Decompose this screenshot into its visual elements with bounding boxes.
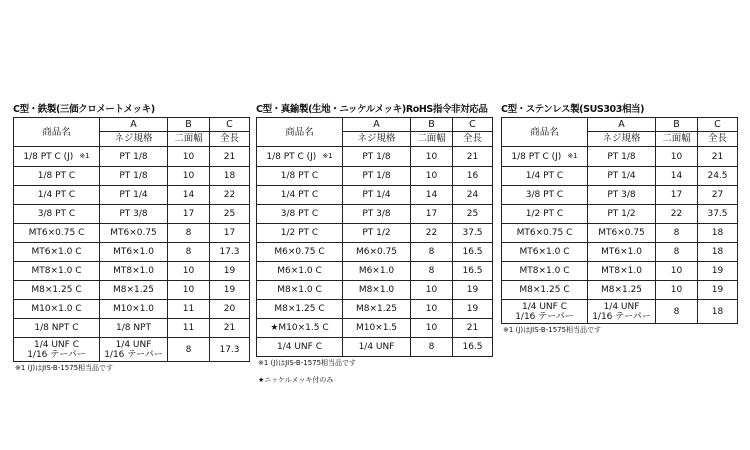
cell-a: MT6×1.0 xyxy=(100,243,168,262)
footnote-mark: ※1 xyxy=(79,152,90,160)
header-c-sub: 全長 xyxy=(453,132,493,147)
header-b-sub: 二面幅 xyxy=(168,132,210,147)
table1-body xyxy=(14,147,250,338)
cell-name xyxy=(502,281,588,300)
cell-a: M10×1.5 xyxy=(343,319,411,338)
cell-c: 21 xyxy=(453,147,493,167)
cell-c: 17.3 xyxy=(210,243,250,262)
cell-b: 8 xyxy=(656,224,698,243)
table-row xyxy=(502,224,738,243)
cell-a: 1/4 UNF xyxy=(343,338,411,357)
header-a-sub: ネジ規格 xyxy=(588,132,656,147)
cell-name xyxy=(14,186,100,205)
header-c: C xyxy=(210,118,250,132)
cell-a: MT6×0.75 xyxy=(588,224,656,243)
product-name: M8×1.25 C xyxy=(519,285,570,295)
cell-a: PT 1/8 xyxy=(343,167,411,186)
cell-a: PT 1/8 xyxy=(343,147,411,167)
cell-c: 19 xyxy=(210,262,250,281)
cell-a: PT 3/8 xyxy=(343,205,411,224)
table1-title: C型・鉄製(三価クロメートメッキ) xyxy=(13,104,155,115)
cell-a: PT 1/2 xyxy=(343,224,411,243)
table-row xyxy=(257,147,493,167)
cell-c: 18 xyxy=(210,167,250,186)
cell-a: PT 1/2 xyxy=(588,205,656,224)
table-row xyxy=(502,262,738,281)
table-row xyxy=(257,338,493,357)
table-row xyxy=(257,262,493,281)
product-name: 1/8 PT C xyxy=(37,171,76,181)
table-row xyxy=(14,186,250,205)
table-row xyxy=(14,319,250,338)
cell-name xyxy=(14,262,100,281)
table3-title: C型・ステンレス製(SUS303相当) xyxy=(501,104,645,115)
cell-a: MT8×1.0 xyxy=(588,262,656,281)
table1-last xyxy=(14,338,250,362)
table2-title: C型・真鍮製(生地・ニッケルメッキ)RoHS指令非対応品 xyxy=(256,104,488,115)
table2-footnote2: ★ニッケルメッキ付のみ xyxy=(258,376,334,384)
header-name: 商品名 xyxy=(257,118,343,147)
header-a-sub: ネジ規格 xyxy=(100,132,168,147)
cell-b: 8 xyxy=(411,262,453,281)
header-b-sub: 二面幅 xyxy=(656,132,698,147)
product-name: M8×1.25 C xyxy=(274,304,325,314)
cell-name xyxy=(257,224,343,243)
cell-name xyxy=(257,147,343,167)
cell-a: M8×1.0 xyxy=(343,281,411,300)
product-name: 1/8 NPT C xyxy=(34,323,79,333)
cell-c: 21 xyxy=(210,147,250,167)
cell-a: M8×1.25 xyxy=(100,281,168,300)
cell-b: 8 xyxy=(168,224,210,243)
table1-footnote: ※1 (J)はJIS-B-1575相当品です xyxy=(15,364,114,372)
cell-name xyxy=(502,167,588,186)
table-row xyxy=(14,147,250,167)
cell-b: 17 xyxy=(168,205,210,224)
product-name: MT6×1.0 C xyxy=(31,247,82,257)
cell-c: 16.5 xyxy=(453,262,493,281)
cell-name: 1/4 UNF C 1/16 テーパー xyxy=(502,300,588,324)
table-row xyxy=(257,167,493,186)
cell-b: 8 xyxy=(411,338,453,357)
cell-c: 24.5 xyxy=(698,167,738,186)
table-row xyxy=(257,281,493,300)
table-row xyxy=(14,262,250,281)
header-name: 商品名 xyxy=(14,118,100,147)
cell-name xyxy=(257,300,343,319)
cell-a: M8×1.25 xyxy=(343,300,411,319)
cell-a: M6×1.0 xyxy=(343,262,411,281)
cell-name xyxy=(257,262,343,281)
cell-b: 10 xyxy=(411,300,453,319)
cell-c: 22 xyxy=(210,186,250,205)
cell-name xyxy=(502,243,588,262)
table1-block xyxy=(13,102,250,375)
cell-name xyxy=(502,205,588,224)
cell-a: MT6×1.0 xyxy=(588,243,656,262)
cell-c: 19 xyxy=(698,262,738,281)
table-row xyxy=(14,167,250,186)
table3-last xyxy=(502,300,738,324)
table2 xyxy=(256,117,493,357)
cell-c: 17 xyxy=(210,224,250,243)
cell-b: 10 xyxy=(656,147,698,167)
cell-a: M8×1.25 xyxy=(588,281,656,300)
cell-name xyxy=(257,319,343,338)
product-name: 1/2 PT C xyxy=(280,228,319,238)
product-name: 3/8 PT C xyxy=(37,209,76,219)
table2-block xyxy=(256,102,493,387)
product-name: 1/8 PT C (J) xyxy=(23,152,74,162)
cell-name xyxy=(257,205,343,224)
cell-b: 10 xyxy=(411,147,453,167)
cell-b: 8 xyxy=(168,338,210,362)
cell-b: 10 xyxy=(168,167,210,186)
cell-name xyxy=(14,167,100,186)
cell-b: 10 xyxy=(411,319,453,338)
table3-block xyxy=(501,102,738,337)
header-c-sub: 全長 xyxy=(698,132,738,147)
product-name: 1/4 PT C xyxy=(280,190,319,200)
header-a: A xyxy=(588,118,656,132)
cell-name xyxy=(502,186,588,205)
table1 xyxy=(13,117,250,362)
header-a: A xyxy=(100,118,168,132)
cell-c: 27 xyxy=(698,186,738,205)
cell-b: 10 xyxy=(411,167,453,186)
table-header-row xyxy=(257,118,493,132)
cell-a: PT 3/8 xyxy=(588,186,656,205)
table2-footnote: ※1 (J)はJIS-B-1575相当品です xyxy=(258,359,357,367)
table-row xyxy=(14,281,250,300)
table-row xyxy=(257,205,493,224)
cell-a: MT8×1.0 xyxy=(100,262,168,281)
table-row xyxy=(14,205,250,224)
cell-c: 25 xyxy=(210,205,250,224)
cell-a: 1/4 UNF 1/16 テーパー xyxy=(588,300,656,324)
table-row xyxy=(502,205,738,224)
cell-a: MT6×0.75 xyxy=(100,224,168,243)
cell-b: 8 xyxy=(168,243,210,262)
cell-c: 21 xyxy=(698,147,738,167)
cell-c: 21 xyxy=(453,319,493,338)
cell-c: 16.5 xyxy=(453,243,493,262)
cell-b: 10 xyxy=(168,281,210,300)
cell-name xyxy=(257,243,343,262)
product-name: 1/8 PT C (J) xyxy=(266,152,317,162)
cell-c: 18 xyxy=(698,300,738,324)
table-row xyxy=(14,338,250,362)
table-row xyxy=(14,224,250,243)
cell-b: 17 xyxy=(411,205,453,224)
table3 xyxy=(501,117,738,324)
header-c: C xyxy=(453,118,493,132)
product-name: 3/8 PT C xyxy=(525,190,564,200)
cell-a: PT 1/8 xyxy=(100,147,168,167)
product-name: 1/4 PT C xyxy=(525,171,564,181)
header-a: A xyxy=(343,118,411,132)
header-c: C xyxy=(698,118,738,132)
header-b: B xyxy=(168,118,210,132)
cell-a: 1/4 UNF 1/16 テーパー xyxy=(100,338,168,362)
footnote-mark: ※1 xyxy=(567,152,578,160)
table3-body xyxy=(502,147,738,300)
cell-name xyxy=(14,281,100,300)
cell-c: 19 xyxy=(210,281,250,300)
header-a-sub: ネジ規格 xyxy=(343,132,411,147)
product-name: MT6×0.75 C xyxy=(516,228,573,238)
cell-a: PT 1/4 xyxy=(588,167,656,186)
header-name: 商品名 xyxy=(502,118,588,147)
table2-body xyxy=(257,147,493,357)
cell-name xyxy=(14,243,100,262)
cell-c: 16.5 xyxy=(453,338,493,357)
cell-name: 1/4 UNF C 1/16 テーパー xyxy=(14,338,100,362)
table-row xyxy=(502,186,738,205)
cell-a: M6×0.75 xyxy=(343,243,411,262)
table-row xyxy=(257,243,493,262)
cell-a: PT 1/8 xyxy=(588,147,656,167)
cell-b: 11 xyxy=(168,300,210,319)
header-b-sub: 二面幅 xyxy=(411,132,453,147)
cell-b: 22 xyxy=(656,205,698,224)
product-name: 3/8 PT C xyxy=(280,209,319,219)
cell-c: 19 xyxy=(453,300,493,319)
table-row xyxy=(14,300,250,319)
cell-b: 11 xyxy=(168,319,210,338)
cell-b: 8 xyxy=(656,243,698,262)
cell-name xyxy=(502,224,588,243)
product-name: M6×1.0 C xyxy=(277,266,322,276)
table-row xyxy=(502,281,738,300)
cell-b: 10 xyxy=(656,281,698,300)
product-name: MT6×0.75 C xyxy=(28,228,85,238)
cell-b: 14 xyxy=(656,167,698,186)
product-name: 1/4 PT C xyxy=(37,190,76,200)
cell-name xyxy=(14,224,100,243)
cell-a: PT 3/8 xyxy=(100,205,168,224)
table-row xyxy=(257,300,493,319)
cell-a: 1/8 NPT xyxy=(100,319,168,338)
cell-c: 37.5 xyxy=(453,224,493,243)
cell-a: PT 1/4 xyxy=(100,186,168,205)
cell-b: 10 xyxy=(168,262,210,281)
cell-b: 10 xyxy=(656,262,698,281)
cell-name xyxy=(502,147,588,167)
cell-name xyxy=(257,167,343,186)
product-name: MT8×1.0 C xyxy=(31,266,82,276)
cell-c: 25 xyxy=(453,205,493,224)
header-c-sub: 全長 xyxy=(210,132,250,147)
cell-name xyxy=(14,319,100,338)
cell-c: 21 xyxy=(210,319,250,338)
table-row xyxy=(14,243,250,262)
cell-b: 22 xyxy=(411,224,453,243)
product-name: M10×1.0 C xyxy=(31,304,82,314)
product-name: ★M10×1.5 C xyxy=(270,323,329,333)
footnote-mark: ※1 xyxy=(322,152,333,160)
cell-a: PT 1/4 xyxy=(343,186,411,205)
cell-b: 8 xyxy=(411,243,453,262)
cell-a: PT 1/8 xyxy=(100,167,168,186)
table-row xyxy=(257,186,493,205)
table-row xyxy=(502,167,738,186)
cell-c: 18 xyxy=(698,224,738,243)
product-name: MT8×1.0 C xyxy=(519,266,570,276)
cell-c: 37.5 xyxy=(698,205,738,224)
cell-b: 14 xyxy=(168,186,210,205)
table-row xyxy=(502,243,738,262)
cell-c: 24 xyxy=(453,186,493,205)
cell-b: 14 xyxy=(411,186,453,205)
cell-name xyxy=(257,281,343,300)
table-header-row xyxy=(14,118,250,132)
table-row xyxy=(257,319,493,338)
cell-b: 10 xyxy=(168,147,210,167)
table-row xyxy=(502,300,738,324)
cell-name xyxy=(257,186,343,205)
table-row xyxy=(257,224,493,243)
cell-c: 19 xyxy=(453,281,493,300)
cell-name xyxy=(14,300,100,319)
product-name: MT6×1.0 C xyxy=(519,247,570,257)
cell-c: 20 xyxy=(210,300,250,319)
cell-c: 16 xyxy=(453,167,493,186)
product-name: 1/8 PT C xyxy=(280,171,319,181)
product-name: M8×1.25 C xyxy=(31,285,82,295)
table3-footnote: ※1 (J)はJIS-B-1575相当品です xyxy=(503,326,602,334)
cell-c: 19 xyxy=(698,281,738,300)
product-name: 1/8 PT C (J) xyxy=(511,152,562,162)
table-header-row xyxy=(502,118,738,132)
product-name: 1/2 PT C xyxy=(525,209,564,219)
cell-c: 17.3 xyxy=(210,338,250,362)
cell-b: 10 xyxy=(411,281,453,300)
cell-name xyxy=(14,147,100,167)
table-row xyxy=(502,147,738,167)
cell-name xyxy=(14,205,100,224)
cell-b: 17 xyxy=(656,186,698,205)
cell-name xyxy=(257,338,343,357)
header-b: B xyxy=(411,118,453,132)
product-name: M6×0.75 C xyxy=(274,247,325,257)
cell-name xyxy=(502,262,588,281)
product-name: 1/4 UNF C xyxy=(277,342,322,352)
product-name: M8×1.0 C xyxy=(277,285,322,295)
cell-c: 18 xyxy=(698,243,738,262)
cell-b: 8 xyxy=(656,300,698,324)
header-b: B xyxy=(656,118,698,132)
cell-a: M10×1.0 xyxy=(100,300,168,319)
